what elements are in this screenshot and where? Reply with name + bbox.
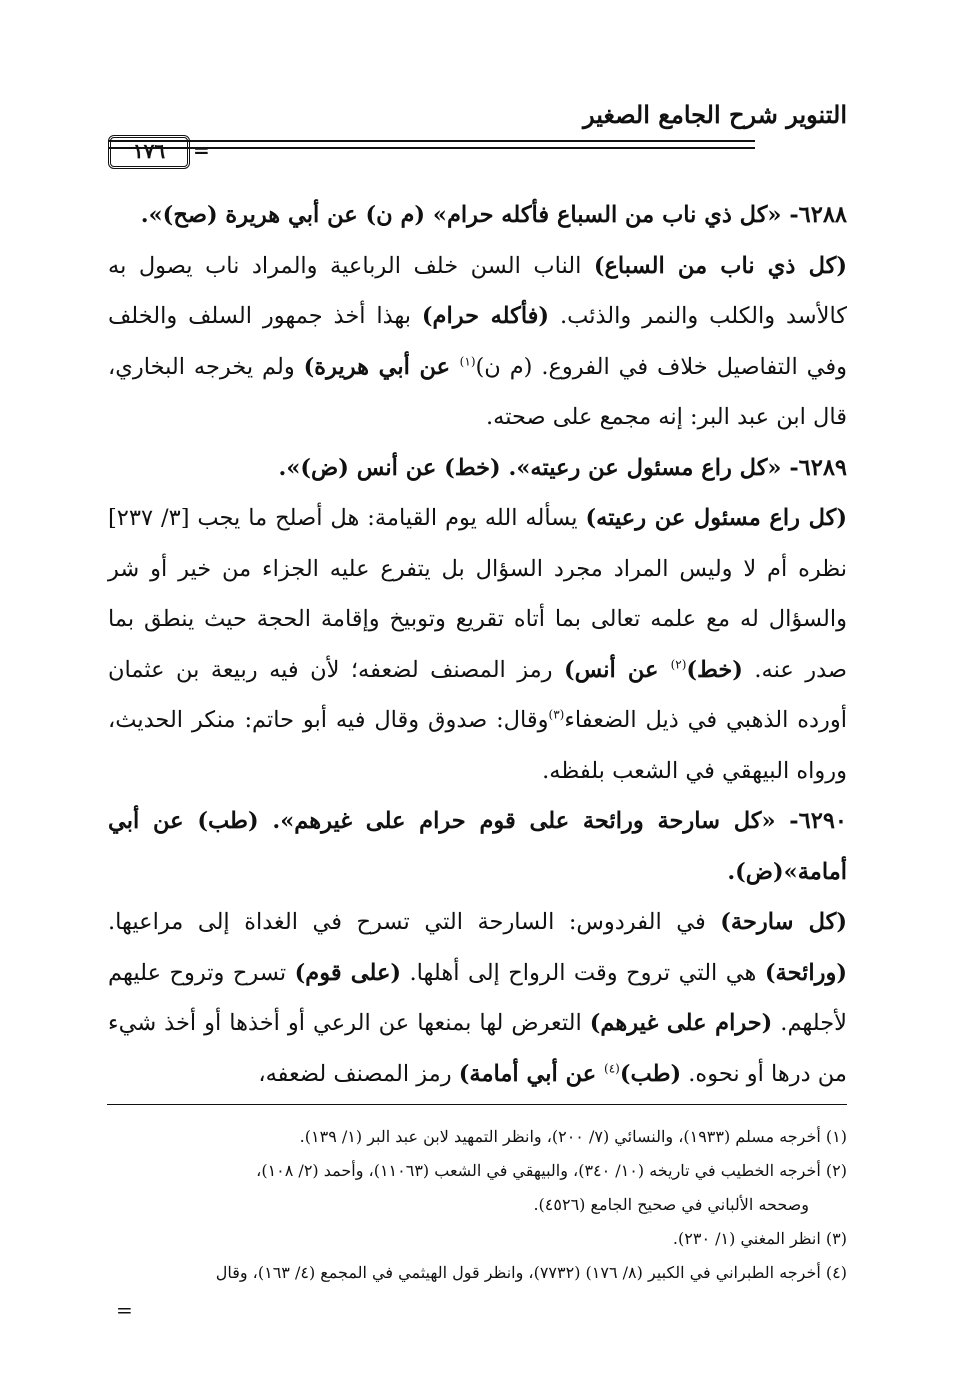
main-text xyxy=(108,190,847,1099)
quoted-phrase: (حرام على غيرهم) xyxy=(589,1010,773,1036)
quoted-phrase: (ورائحة) xyxy=(764,959,848,986)
commentary-paragraph xyxy=(108,493,847,796)
footnote-3: (٣) انظر المغني (١/ ٢٣٠). xyxy=(672,1229,847,1248)
page-number: ١٧٦ xyxy=(108,135,190,169)
footnote-ref: (٤) xyxy=(604,1061,620,1075)
hadith-6290-heading xyxy=(108,796,847,897)
hadith-6289-heading xyxy=(108,443,847,494)
footnote-ref: (١) xyxy=(459,354,476,368)
commentary-text: رمز المصنف لضعفه؛ لأن فيه ربيعة بن عثمان أورده الذهبي في ذيل الضعفاء xyxy=(108,656,847,733)
footnote-2: (٢) أخرجه الخطيب في تاريخه (١٠/ ٣٤٠)، والبيهقي في الشعب (١١٠٦٣)، وأحمد (٢/ ١٠٨)، xyxy=(256,1161,847,1180)
quoted-phrase: (خط) xyxy=(686,656,743,683)
hadith-number: ٦٢٩٠- xyxy=(775,808,847,834)
footnote-ref: (٢) xyxy=(670,657,687,671)
quoted-phrase: (كل ذي ناب من السباع) xyxy=(593,252,847,279)
commentary-text: هي التي تروح وقت الرواح إلى أهلها. xyxy=(401,959,765,986)
continuation-mark: = xyxy=(193,138,210,162)
quoted-phrase: (كل سارحة) xyxy=(720,909,848,935)
commentary-text: ولم يخرجه البخاري، قال ابن عبد البر: إنه مجمع على صحته. xyxy=(108,353,847,430)
hadith-6288-heading xyxy=(108,190,847,241)
footnote-4: (٤) أخرجه الطبراني في الكبير (٨/ ١٧٦) (٧٧٣٢)، وانظر قول الهيثمي في المجمع (٤/ ١٦٣)، وقال xyxy=(215,1263,847,1282)
commentary-text: بهذا أخذ جمهور السلف والخلف وفي التفاصيل خلاف في الفروع. (م ن) xyxy=(108,303,847,380)
quoted-phrase: عن أنس) xyxy=(563,656,671,683)
footnote-1: (١) أخرجه مسلم (١٩٣٣)، والنسائي (٧/ ٢٠٠)، وانظر التمهيد لابن عبد البر (١/ ١٣٩). xyxy=(299,1127,847,1146)
quoted-phrase: (فأكله حرام) xyxy=(421,303,550,329)
quoted-phrase: (طب) xyxy=(619,1060,682,1087)
footnote-ref: (٣) xyxy=(548,707,565,722)
commentary-paragraph xyxy=(108,897,847,1099)
quoted-phrase: عن أبي هريرة) xyxy=(303,353,460,380)
quoted-phrase: عن أبي أمامة) xyxy=(458,1060,604,1087)
hadith-number: ٦٢٨٩- xyxy=(781,454,847,481)
running-title: التنوير شرح الجامع الصغير xyxy=(583,100,847,129)
footnote-separator xyxy=(107,1104,847,1105)
footnotes xyxy=(108,1120,847,1290)
commentary-paragraph xyxy=(108,241,847,443)
hadith-text: «كل سارحة ورائحة على قوم حرام على غيرهم». (طب) عن أبي أمامة»(ض). xyxy=(108,808,847,885)
commentary-text: تسرح وتروح عليهم لأجلهم. xyxy=(108,959,847,1036)
quoted-phrase: (على قوم) xyxy=(294,959,402,986)
footnote-continuation-mark: = xyxy=(116,1298,133,1322)
commentary-text: رمز المصنف لضعفه، xyxy=(258,1060,459,1087)
quoted-phrase: (كل راع مسئول عن رعيته) xyxy=(585,505,847,531)
hadith-number: ٦٢٨٨- xyxy=(781,202,847,228)
commentary-text: التعرض لها بمنعها عن الرعي أو أخذها أو أخذ شيء من درها أو نحوه. xyxy=(108,1010,847,1087)
commentary-text: يسأله الله يوم القيامة: هل أصلح ما يجب [٣/ ٢٣٧] نظره أم لا وليس المراد مجرد السؤال بل يتفرع عليه الجزاء من خير أو شر والسؤال له مع علمه تعالى بما أتاه تقريع وتوبيخ وإقامة الحجة حيث ينطق بما صدر عنه. xyxy=(108,505,847,683)
hadith-text: «كل ذي ناب من السباع فأكله حرام» (م ن) عن أبي هريرة (صح)». xyxy=(140,202,782,228)
commentary-text: الناب السن خلف الرباعية والمراد ناب يصول به كالأسد والكلب والنمر والذئب. xyxy=(108,252,848,329)
commentary-text: وقال: صدوق وقال فيه أبو حاتم: منكر الحديث، ورواه البيهقي في الشعب بلفظه. xyxy=(108,707,847,784)
hadith-text: «كل راع مسئول عن رعيته». (خط) عن أنس (ض)». xyxy=(278,454,782,481)
commentary-text: في الفردوس: السارحة التي تسرح في الغداة إلى مراعيها. xyxy=(108,909,721,935)
footnote-2-continuation: وصححه الألباني في صحيح الجامع (٤٥٢٦). xyxy=(533,1195,809,1214)
